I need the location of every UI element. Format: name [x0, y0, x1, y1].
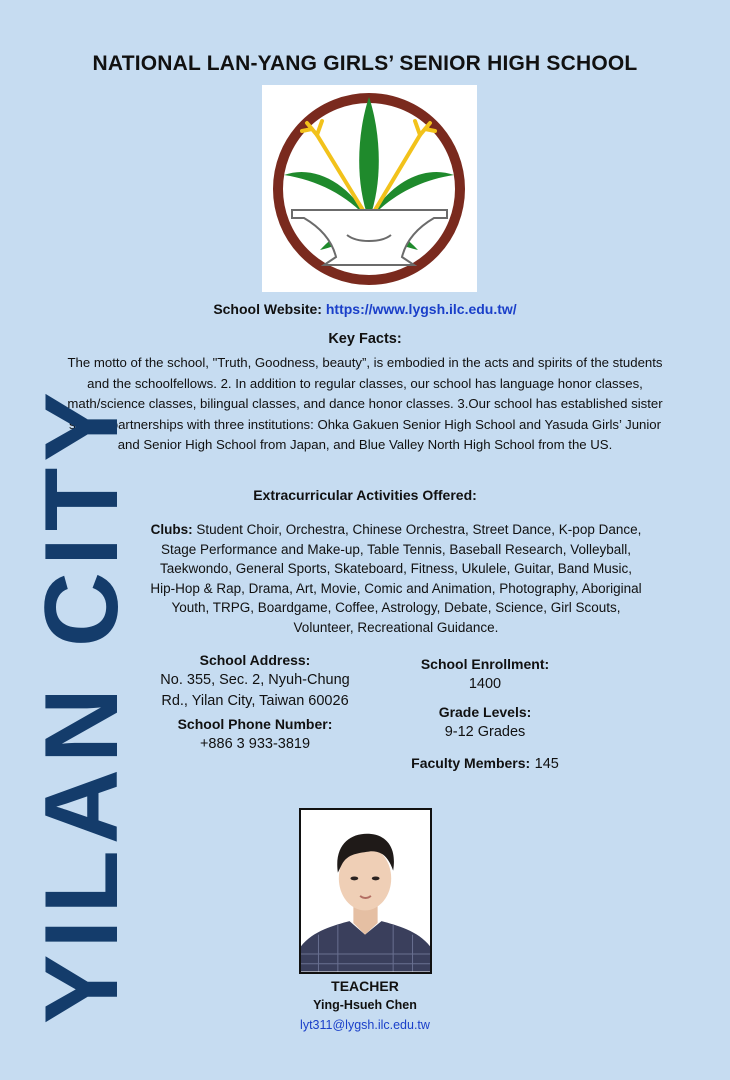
activities-title: Extracurricular Activities Offered:: [253, 487, 477, 503]
phone-value: +886 3 933-3819: [199, 736, 311, 752]
clubs-list: Student Choir, Orchestra, Chinese Orchestra, Street Dance, K-pop Dance, Stage Performance and Make-up, Table Tennis, Baseball Research, Volleyball, Taekwondo, General Sports, Skateboard, Fitness, Ukulele, Guitar, Band Music, Hip-Hop & Rap, Drama, Art, Movie, Comic and Animation, Photography, Aboriginal Youth, TRPG, Boardgame, Coffee, Astrology, Debate, Science, Girl Scouts, Volunteer, Recreational Guidance.: [150, 522, 642, 635]
enrollment-value: 1400: [468, 676, 502, 692]
website-link[interactable]: https://www.lygsh.ilc.edu.tw/: [325, 301, 517, 317]
page-title: NATIONAL LAN-YANG GIRLS’ SENIOR HIGH SCHOOL: [92, 52, 638, 75]
key-facts-title: Key Facts:: [328, 331, 402, 347]
faculty-label: Faculty Members:: [411, 755, 531, 771]
teacher-portrait-icon: [301, 810, 430, 972]
clubs-label: Clubs:: [150, 522, 193, 537]
teacher-role: TEACHER: [331, 978, 399, 994]
grades-value: 9-12 Grades: [444, 724, 526, 740]
enrollment-label: School Enrollment:: [420, 656, 550, 672]
faculty-line: [385, 754, 585, 775]
teacher-name: Ying-Hsueh Chen: [313, 998, 417, 1012]
teacher-photo: [299, 808, 432, 974]
faculty-value: 145: [534, 756, 559, 772]
grades-label: Grade Levels:: [438, 704, 532, 720]
clubs-paragraph: [146, 520, 646, 638]
stats-column: [385, 656, 585, 775]
school-emblem-icon: [262, 85, 477, 292]
website-label: School Website:: [213, 301, 322, 317]
school-logo: [262, 85, 477, 292]
address-label: School Address:: [199, 652, 311, 668]
key-facts-body: The motto of the school, "Truth, Goodness, beauty”, is embodied in the acts and spirits of the students and the schoolfellows. 2. In addition to regular classes, our school has language honor classes, math/science classes, bilingual classes, and dance honor classes. 3.Our school has established sister school partnerships with three institutions: Ohka Gakuen Senior High School and Yasuda Girls’ Junior and Senior High School from Japan, and Blue Valley North High School from the US.: [67, 355, 663, 453]
side-city-title: YILAN CITY: [24, 386, 140, 1024]
address-value: No. 355, Sec. 2, Nyuh-Chung Rd., Yilan City, Taiwan 60026: [160, 672, 350, 709]
school-website: [0, 301, 730, 317]
contact-column: [140, 652, 370, 755]
phone-label: School Phone Number:: [177, 716, 333, 732]
teacher-email-link[interactable]: lyt311@lygsh.ilc.edu.tw: [300, 1018, 430, 1032]
